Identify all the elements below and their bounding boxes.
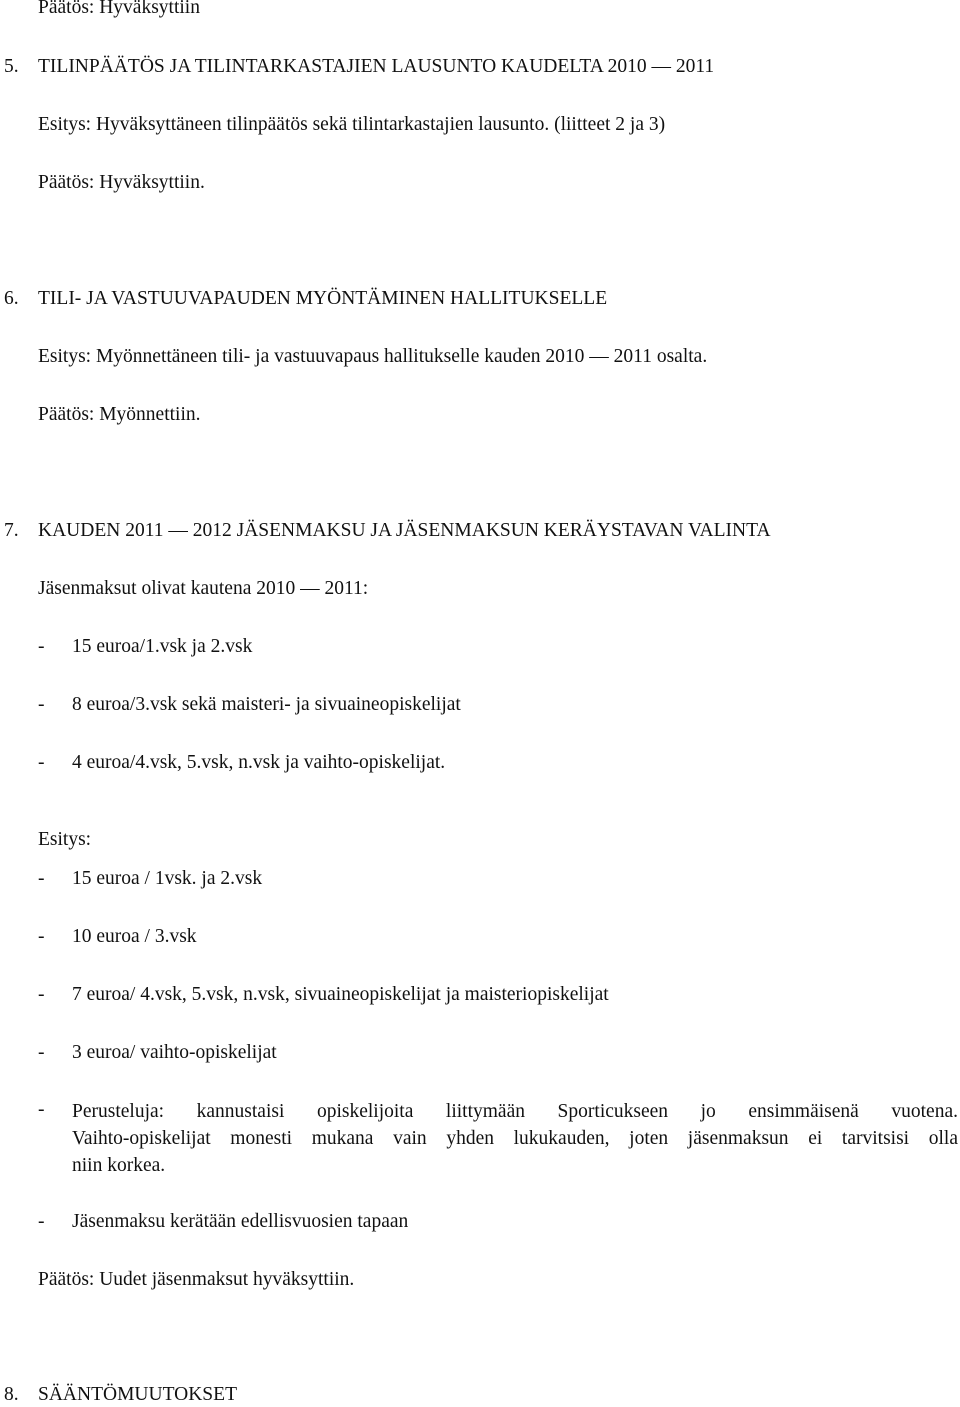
decision-text: Päätös: Hyväksyttiin <box>38 0 200 18</box>
section-7-heading <box>0 519 771 543</box>
dash-marker: - <box>38 1042 45 1063</box>
list-item-text: 4 euroa/4.vsk, 5.vsk, n.vsk ja vaihto-opiskelijat. <box>72 752 446 773</box>
section-5-heading <box>0 55 714 79</box>
section-title: KAUDEN 2011 — 2012 JÄSENMAKSU JA JÄSENMAKSUN KERÄYSTAVAN VALINTA <box>38 520 771 541</box>
section-number: 8. <box>4 1384 19 1405</box>
section-8-heading <box>0 1383 237 1407</box>
section-number: 5. <box>4 56 19 77</box>
dash-marker: - <box>38 868 45 889</box>
section-7-intro: Jäsenmaksut olivat kautena 2010 — 2011: <box>38 578 369 599</box>
section-6-proposal: Esitys: Myönnettäneen tili- ja vastuuvapaus hallitukselle kauden 2010 — 2011 osalta. <box>38 346 708 367</box>
rationale-item <box>0 1098 960 1188</box>
section-title: TILI- JA VASTUUVAPAUDEN MYÖNTÄMINEN HALLITUKSELLE <box>38 288 608 309</box>
dash-marker: - <box>38 752 45 773</box>
dash-marker: - <box>38 1099 45 1120</box>
section-6-decision: Päätös: Myönnettiin. <box>38 404 201 425</box>
section-number: 6. <box>4 288 19 309</box>
dash-marker: - <box>38 694 45 715</box>
rationale-line: Vaihto-opiskelijat monesti mukana vain yhden lukukauden, joten jäsenmaksun ei tarvitsisi olla <box>72 1128 958 1149</box>
list-item-text: 3 euroa/ vaihto-opiskelijat <box>72 1042 277 1063</box>
rationale-paragraph <box>72 1098 958 1179</box>
dash-marker: - <box>38 1211 45 1232</box>
rationale-line: niin korkea. <box>72 1155 166 1176</box>
section-title: SÄÄNTÖMUUTOKSET <box>38 1384 237 1405</box>
dash-marker: - <box>38 636 45 657</box>
dash-marker: - <box>38 926 45 947</box>
proposal-label: Esitys: <box>38 829 92 850</box>
list-item-text: 10 euroa / 3.vsk <box>72 926 197 947</box>
rationale-line: Perusteluja: kannustaisi opiskelijoita liittymään Sporticukseen jo ensimmäisenä vuotena. <box>72 1101 958 1122</box>
dash-marker: - <box>38 984 45 1005</box>
list-item-text: Jäsenmaksu kerätään edellisvuosien tapaan <box>72 1211 409 1232</box>
section-title: TILINPÄÄTÖS JA TILINTARKASTAJIEN LAUSUNTO KAUDELTA 2010 — 2011 <box>38 56 715 77</box>
list-item-text: 15 euroa / 1vsk. ja 2.vsk <box>72 868 263 889</box>
section-5-decision: Päätös: Hyväksyttiin. <box>38 172 205 193</box>
section-number: 7. <box>4 520 19 541</box>
section-6-heading <box>0 287 607 311</box>
list-item-text: 8 euroa/3.vsk sekä maisteri- ja sivuaineopiskelijat <box>72 694 461 715</box>
list-item-text: 15 euroa/1.vsk ja 2.vsk <box>72 636 253 657</box>
section-7-decision: Päätös: Uudet jäsenmaksut hyväksyttiin. <box>38 1269 355 1290</box>
section-5-proposal: Esitys: Hyväksyttäneen tilinpäätös sekä tilintarkastajien lausunto. (liitteet 2 ja 3) <box>38 114 666 135</box>
list-item-text: 7 euroa/ 4.vsk, 5.vsk, n.vsk, sivuaineopiskelijat ja maisteriopiskelijat <box>72 984 609 1005</box>
